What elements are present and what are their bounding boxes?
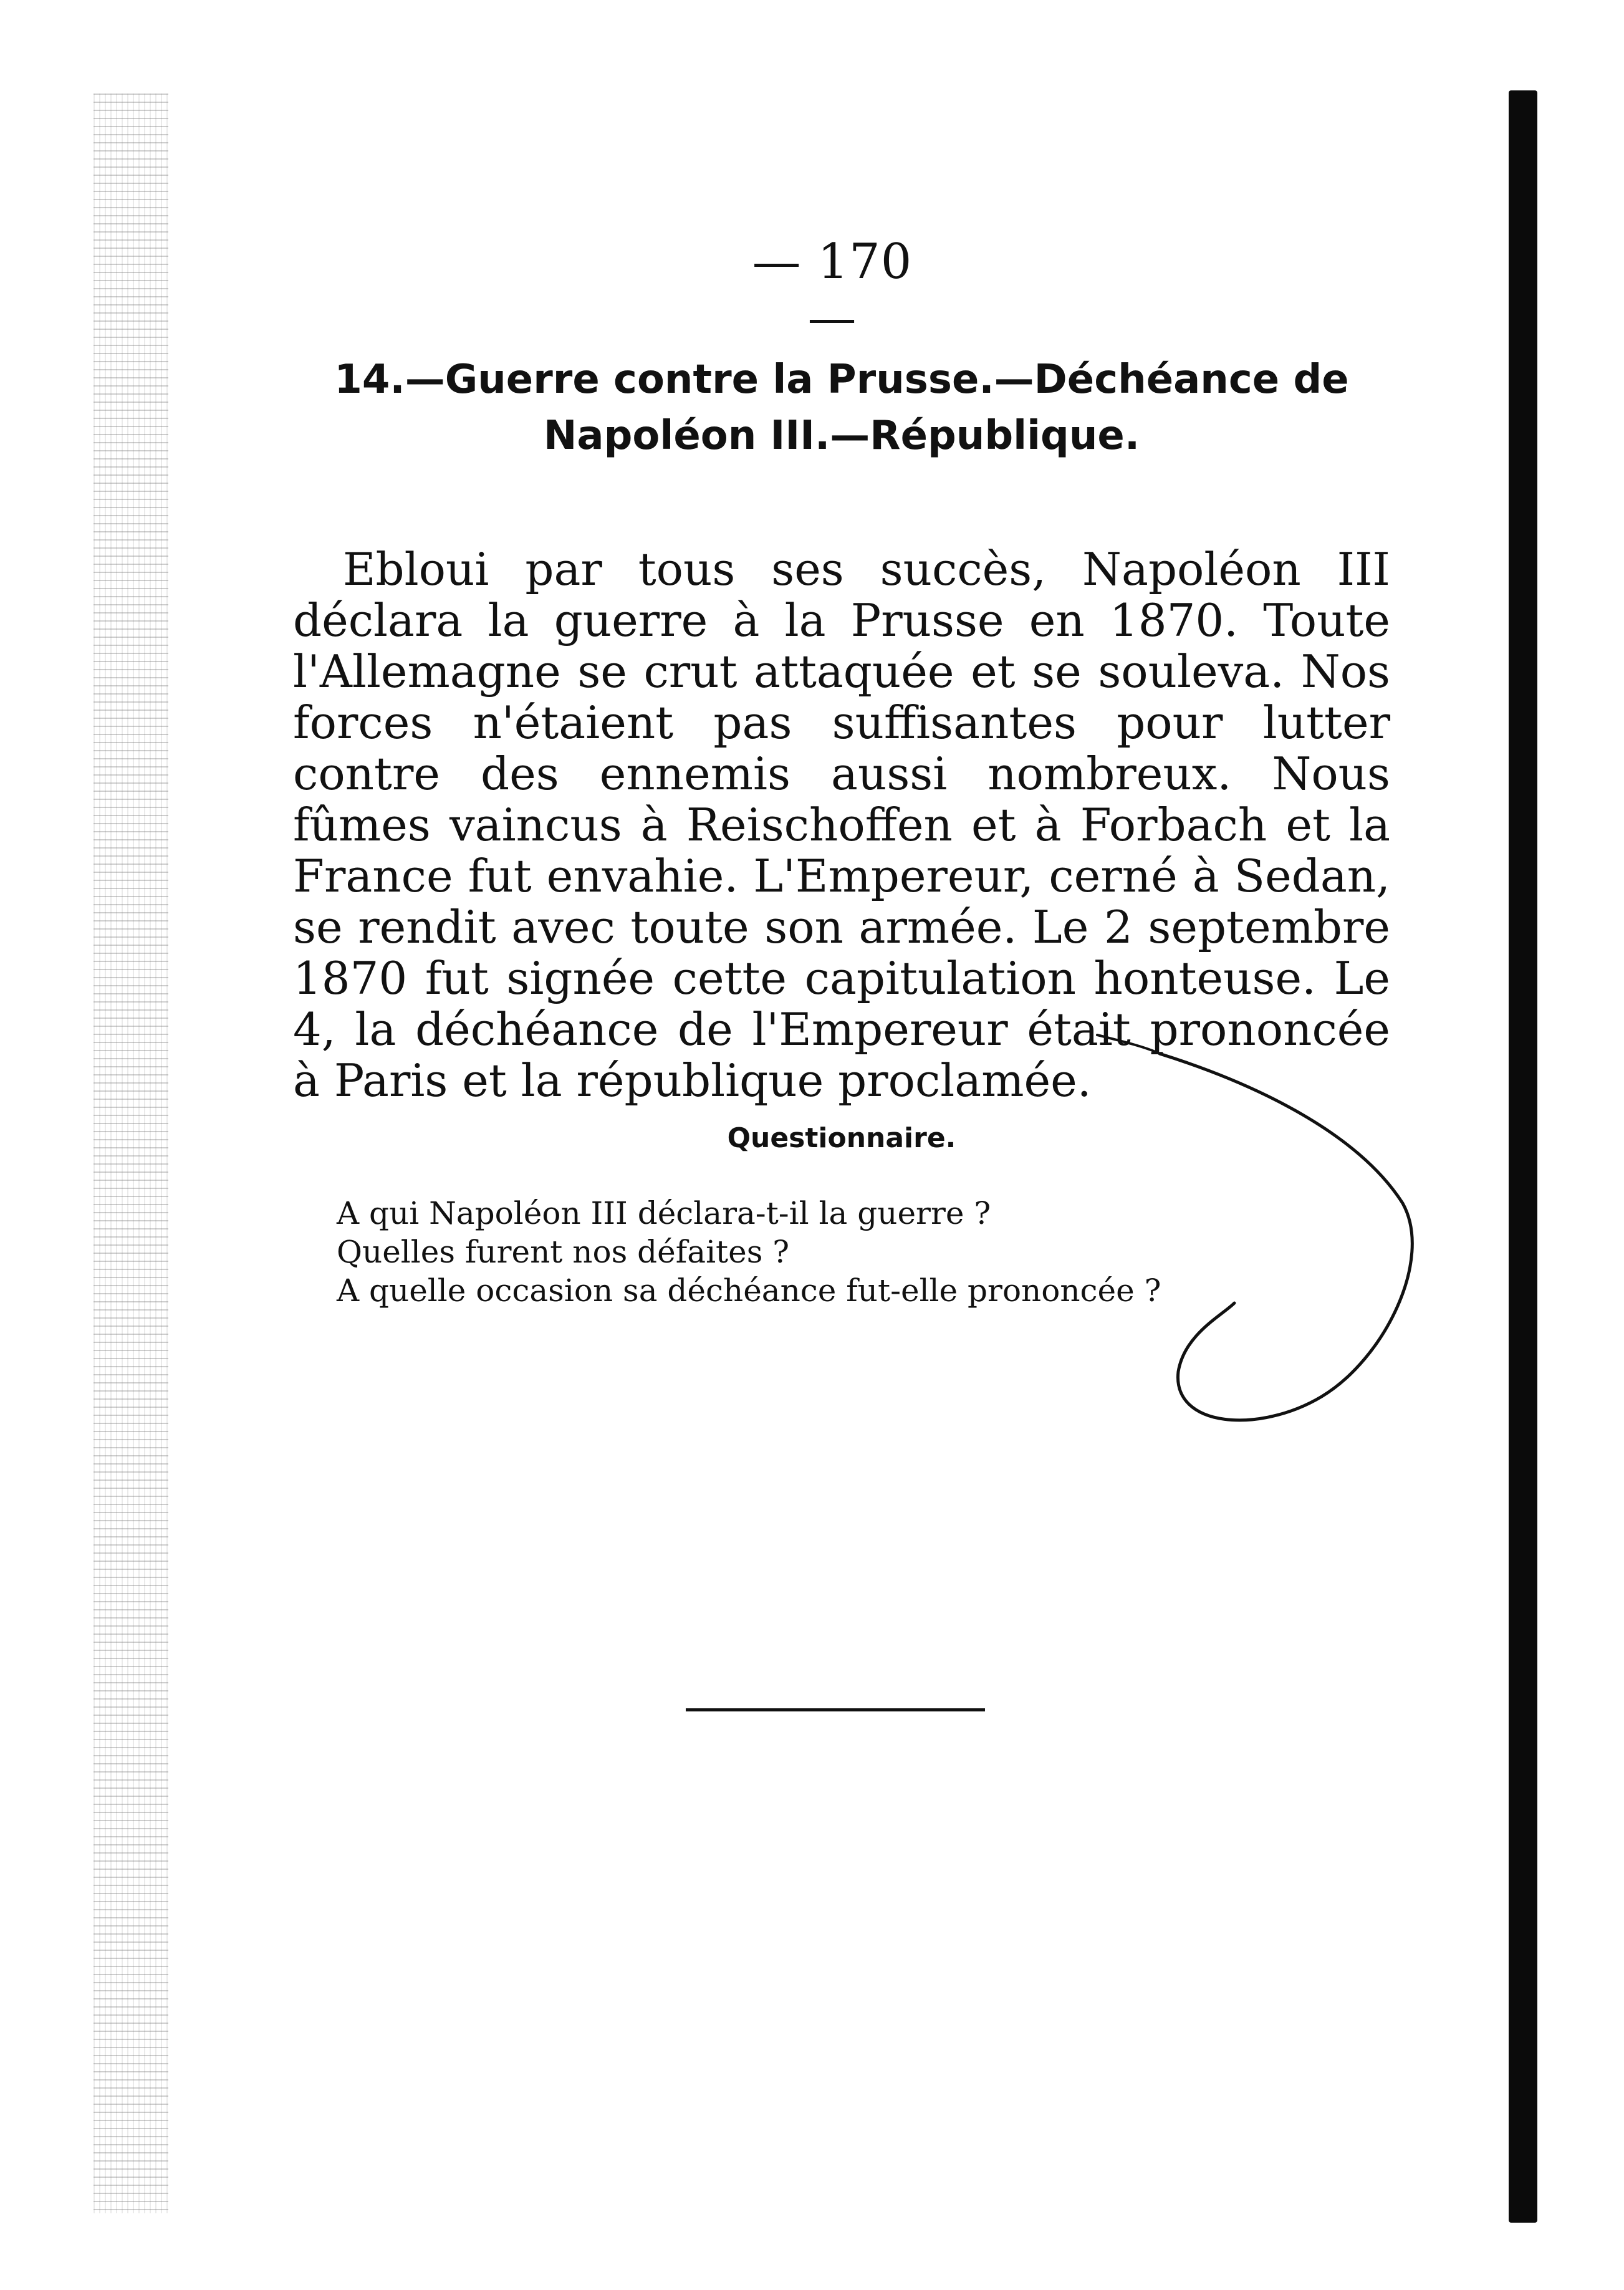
question-item: Quelles furent nos défaites ? [337,1234,790,1270]
section-divider [686,1708,985,1711]
scanned-binding-edge [94,94,168,2213]
section-title-line-2: Napoléon III.—République. [543,412,1140,459]
page-number: — 170 — [752,234,913,346]
section-title [293,352,1390,464]
section-title-line-1: 14.—Guerre contre la Prusse.—Déchéance de [334,357,1349,403]
question-item: A qui Napoléon III déclara-t-il la guerre ? [337,1195,991,1231]
scanned-page-edge [1509,90,1537,2223]
questionnaire-list [337,1194,1396,1310]
question-item: A quelle occasion sa déchéance fut-elle prononcée ? [337,1272,1161,1309]
questionnaire-title: Questionnaire. [727,1122,956,1154]
body-paragraph: Ebloui par tous ses succès, Napoléon III déclara la guerre à la Prusse en 1870. Toute l'Allemagne se crut attaquée et se souleva. Nos forces n'étaient pas suffisantes pour lutter contre des ennemis aussi nombreux. Nous fûmes vaincus à Reischoffen et à Forbach et la France fut envahie. L'Empereur, cerné à Sedan, se rendit avec toute son armée. Le 2 septembre 1870 fut signée cette capitulation honteuse. Le 4, la déchéance de l'Empereur était prononcée à Paris et la république proclamée. [293,543,1390,1107]
